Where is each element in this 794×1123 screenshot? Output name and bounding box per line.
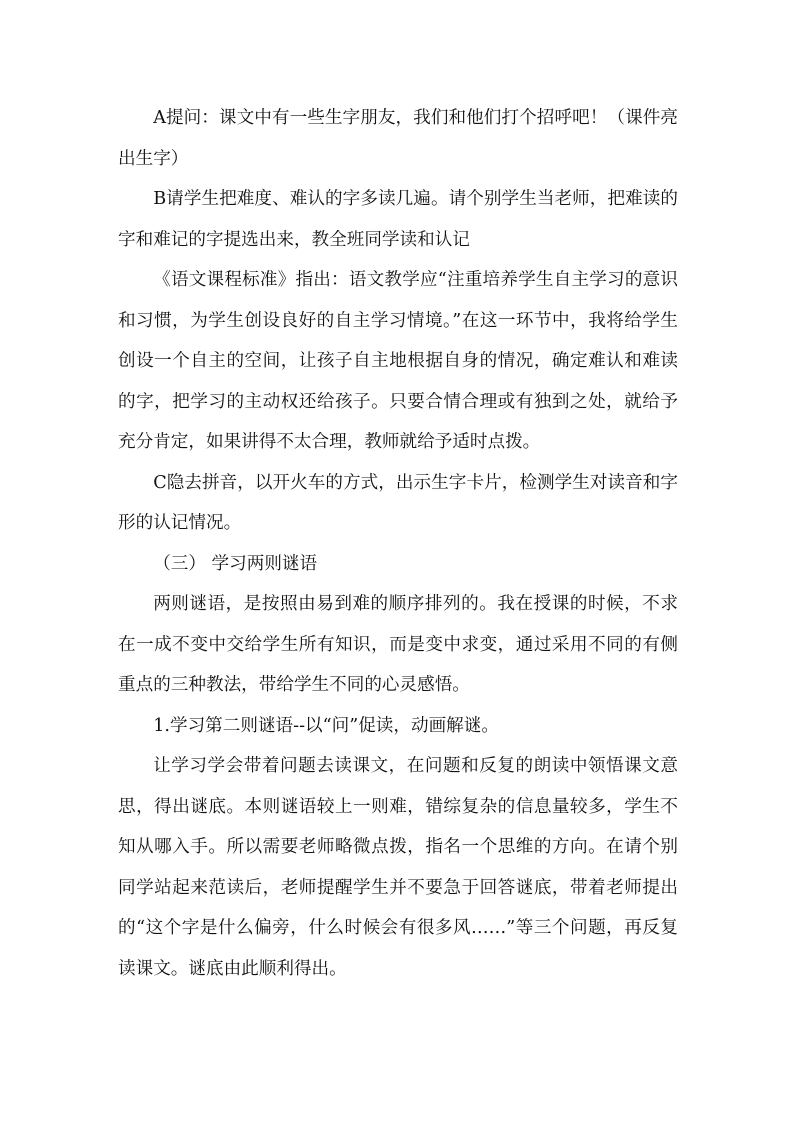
paragraph-b-reading: B请学生把难度、难认的字多读几遍。请个别学生当老师，把难读的字和难记的字提选出来，教全班同学读和认记 xyxy=(118,189,678,250)
paragraph-two-riddles: 两则谜语，是按照由易到难的顺序排列的。我在授课的时候，不求在一成不变中交给学生所有知识，而是变中求变，通过采用不同的有侧重点的三种教法，带给学生不同的心灵感悟。 xyxy=(118,594,678,695)
paragraph-a-question: A提问：课文中有一些生字朋友，我们和他们打个招呼吧！（课件亮出生字） xyxy=(118,108,678,169)
paragraph-c-pinyin: C隐去拼音，以开火车的方式，出示生字卡片，检测学生对读音和字形的认记情况。 xyxy=(118,472,678,533)
document-page xyxy=(118,98,678,989)
paragraph-question-reading: 让学习学会带着问题去读课文，在问题和反复的朗读中领悟课文意思，得出谜底。本则谜语较上一则难，错综复杂的信息量较多，学生不知从哪入手。所以需要老师略微点拨，指名一个思维的方向。在请个别同学站起来范读后，老师提醒学生并不要急于回答谜底，带着老师提出的“这个字是什么偏旁，什么时候会有很多风……”等三个问题，再反复读课文。谜底由此顺利得出。 xyxy=(118,756,678,979)
subheading-second-riddle: 1.学习第二则谜语--以“问”促读，动画解谜。 xyxy=(153,715,499,736)
paragraph-curriculum-standard: 《语文课程标准》指出：语文教学应“注重培养学生自主学习的意识和习惯，为学生创设良好的自主学习情境。”在这一环节中，我将给学生创设一个自主的空间，让孩子自主地根据自身的情况，确定难认和难读的字，把学习的主动权还给孩子。只要合情合理或有独到之处，就给予充分肯定，如果讲得不太合理，教师就给予适时点拨。 xyxy=(118,270,678,452)
section-heading-riddles: （三） 学习两则谜语 xyxy=(153,553,318,574)
